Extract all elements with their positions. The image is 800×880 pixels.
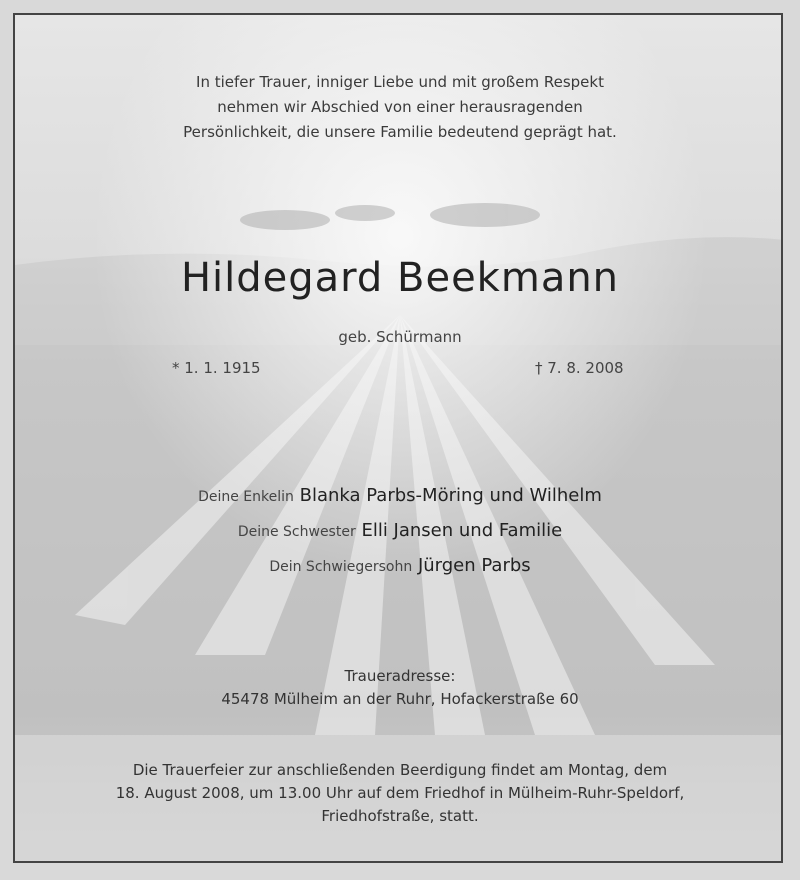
mourners-list: [15, 479, 783, 584]
mourner-entry: [15, 514, 783, 549]
mourner-entry: [15, 479, 783, 514]
obituary-frame: [13, 13, 783, 863]
maiden-name: geb. Schürmann: [338, 328, 462, 346]
intro-text: [15, 70, 783, 145]
mourner-relation: Deine Schwester: [237, 524, 356, 540]
intro-line: In tiefer Trauer, inniger Liebe und mit großem Respekt: [196, 73, 604, 91]
mourner-relation: Deine Enkelin: [198, 489, 294, 505]
funeral-line: Die Trauerfeier zur anschließenden Beerdigung findet am Montag, dem: [132, 761, 668, 779]
mourner-names: Blanka Parbs-Möring und Wilhelm: [299, 485, 602, 506]
funeral-info: [15, 759, 783, 828]
death-date: † 7. 8. 2008: [535, 359, 624, 377]
address-line: 45478 Mülheim an der Ruhr, Hofackerstraße 60: [221, 690, 579, 708]
mourner-names: Jürgen Parbs: [417, 555, 531, 576]
mourner-entry: [15, 549, 783, 584]
deceased-name: Hildegard Beekmann: [180, 255, 620, 301]
address-label: Traueradresse:: [344, 667, 456, 685]
mourning-address: [15, 665, 783, 711]
mourner-relation: Dein Schwiegersohn: [269, 559, 413, 575]
mourner-names: Elli Jansen und Familie: [361, 520, 563, 541]
birth-date: * 1. 1. 1915: [172, 359, 261, 377]
intro-line: nehmen wir Abschied von einer herausragenden: [217, 98, 583, 116]
intro-line: Persönlichkeit, die unsere Familie bedeutend geprägt hat.: [183, 123, 617, 141]
funeral-line: Friedhofstraße, statt.: [321, 807, 479, 825]
funeral-line: 18. August 2008, um 13.00 Uhr auf dem Friedhof in Mülheim-Ruhr-Speldorf,: [115, 784, 685, 802]
